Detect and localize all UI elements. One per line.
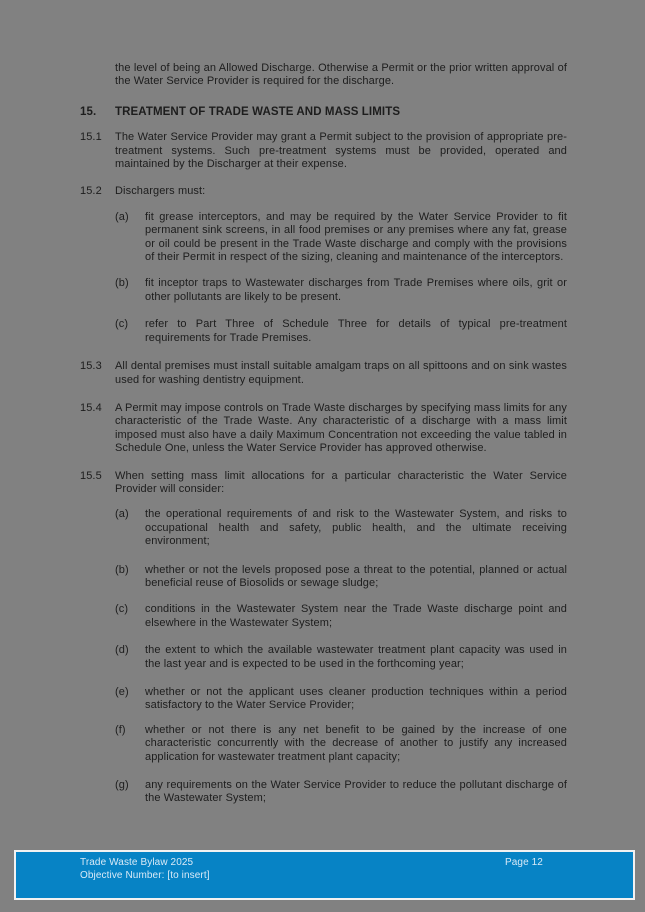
clause-text: Dischargers must:	[115, 185, 206, 198]
subclause-text: the extent to which the available wastewater treatment plant capacity was used in the last year and is expected to be used in the forthcoming year;	[145, 644, 567, 670]
subclause-text: any requirements on the Water Service Provider to reduce the pollutant discharge of the Wastewater System;	[145, 779, 567, 805]
footer-objective-number: Objective Number: [to insert]	[80, 869, 210, 881]
subclause-text: fit grease interceptors, and may be required by the Water Service Provider to fit permanent sink screens, in all food premises or any premises where any fat, grease or oil could be present in the Trade Waste discharge and comply with the provisions of their Permit in respect of the sizing, cleaning and maintenance of the interceptors.	[145, 210, 567, 264]
subclause-15-2-b	[115, 277, 567, 304]
subclause-label: (e)	[115, 686, 129, 698]
clause-15-3	[80, 360, 567, 387]
section-title: TREATMENT OF TRADE WASTE AND MASS LIMITS	[115, 105, 401, 118]
subclause-label: (d)	[115, 644, 129, 657]
subclause-text: whether or not the applicant uses cleaner production techniques within a period satisfactory to the Water Service Provider;	[145, 686, 567, 712]
subclause-15-5-a	[115, 508, 567, 548]
subclause-label: (b)	[115, 563, 129, 576]
subclause-15-5-f	[115, 724, 567, 764]
clause-number: 15.4	[80, 401, 102, 414]
clause-text: A Permit may impose controls on Trade Waste discharges by specifying mass limits for any characteristic of the Trade Waste. Any characteristic of a discharge with a mass limit imposed must also have a daily Maximum Concentration not exceeding the value tabled in Schedule One, unless the Water Service Provider has approved otherwise.	[115, 401, 567, 455]
subclause-label: (c)	[115, 318, 129, 331]
subclause-text: whether or not the levels proposed pose a threat to the potential, planned or actual beneficial reuse of Biosolids or sewage sludge;	[145, 563, 567, 589]
subclause-15-5-g	[115, 779, 567, 806]
subclause-15-2-a	[115, 211, 567, 265]
section-heading	[80, 106, 567, 119]
clause-text: When setting mass limit allocations for a particular characteristic the Water Service Provider will consider:	[115, 469, 567, 495]
clause-15-4	[80, 402, 567, 456]
paragraph-continuation	[80, 62, 567, 89]
clause-text: The Water Service Provider may grant a Permit subject to the provision of appropriate pre-treatment systems. Such pre-treatment systems must be provided, operated and maintained by the Discharger at their expense.	[115, 131, 567, 171]
subclause-15-5-c	[115, 603, 567, 630]
subclause-label: (f)	[115, 723, 126, 736]
subclause-text: conditions in the Wastewater System near the Trade Waste discharge point and elsewhere in the Wastewater System;	[145, 603, 567, 629]
subclause-15-5-e	[115, 686, 567, 713]
subclause-text: the operational requirements of and risk to the Wastewater System, and risks to occupational health and safety, public health, and the ultimate receiving environment;	[145, 508, 567, 548]
subclause-label: (b)	[115, 277, 129, 290]
subclause-text: whether or not there is any net benefit to be gained by the increase of one characteristic concurrently with the decrease of another to justify any increased application for wastewater treatment plant capacity;	[145, 723, 567, 763]
subclause-15-5-b	[115, 564, 567, 591]
clause-15-1	[80, 131, 567, 171]
paragraph-indent-spacer	[80, 62, 115, 89]
footer-page-number: Page 12	[505, 857, 543, 868]
footer-bar	[14, 850, 635, 900]
footer-left-block	[80, 857, 210, 882]
subclause-text: fit inceptor traps to Wastewater discharges from Trade Premises where oils, grit or other pollutants are likely to be present.	[145, 277, 567, 303]
footer-document-title: Trade Waste Bylaw 2025	[80, 857, 194, 868]
clause-text: All dental premises must install suitable amalgam traps on all spittoons and on sink wastes used for washing dentistry equipment.	[115, 360, 567, 386]
subclause-15-2-c	[115, 318, 567, 345]
subclause-label: (g)	[115, 779, 129, 792]
subclause-label: (c)	[115, 603, 129, 616]
subclause-label: (a)	[115, 508, 129, 521]
subclause-text: refer to Part Three of Schedule Three for details of typical pre-treatment requirements for Trade Premises.	[145, 318, 567, 344]
clause-15-5	[80, 470, 567, 497]
clause-15-2	[80, 185, 567, 198]
clause-number: 15.2	[80, 185, 102, 198]
section-number: 15.	[80, 105, 97, 118]
clause-number: 15.5	[80, 469, 102, 482]
clause-number: 15.3	[80, 360, 102, 373]
subclause-label: (a)	[115, 210, 129, 223]
page-body	[80, 62, 567, 806]
paragraph-text: the level of being an Allowed Discharge. Otherwise a Permit or the prior written approval of the Water Service Provider is required for the discharge.	[115, 62, 567, 88]
subclause-15-5-d	[115, 644, 567, 671]
clause-number: 15.1	[80, 131, 102, 144]
